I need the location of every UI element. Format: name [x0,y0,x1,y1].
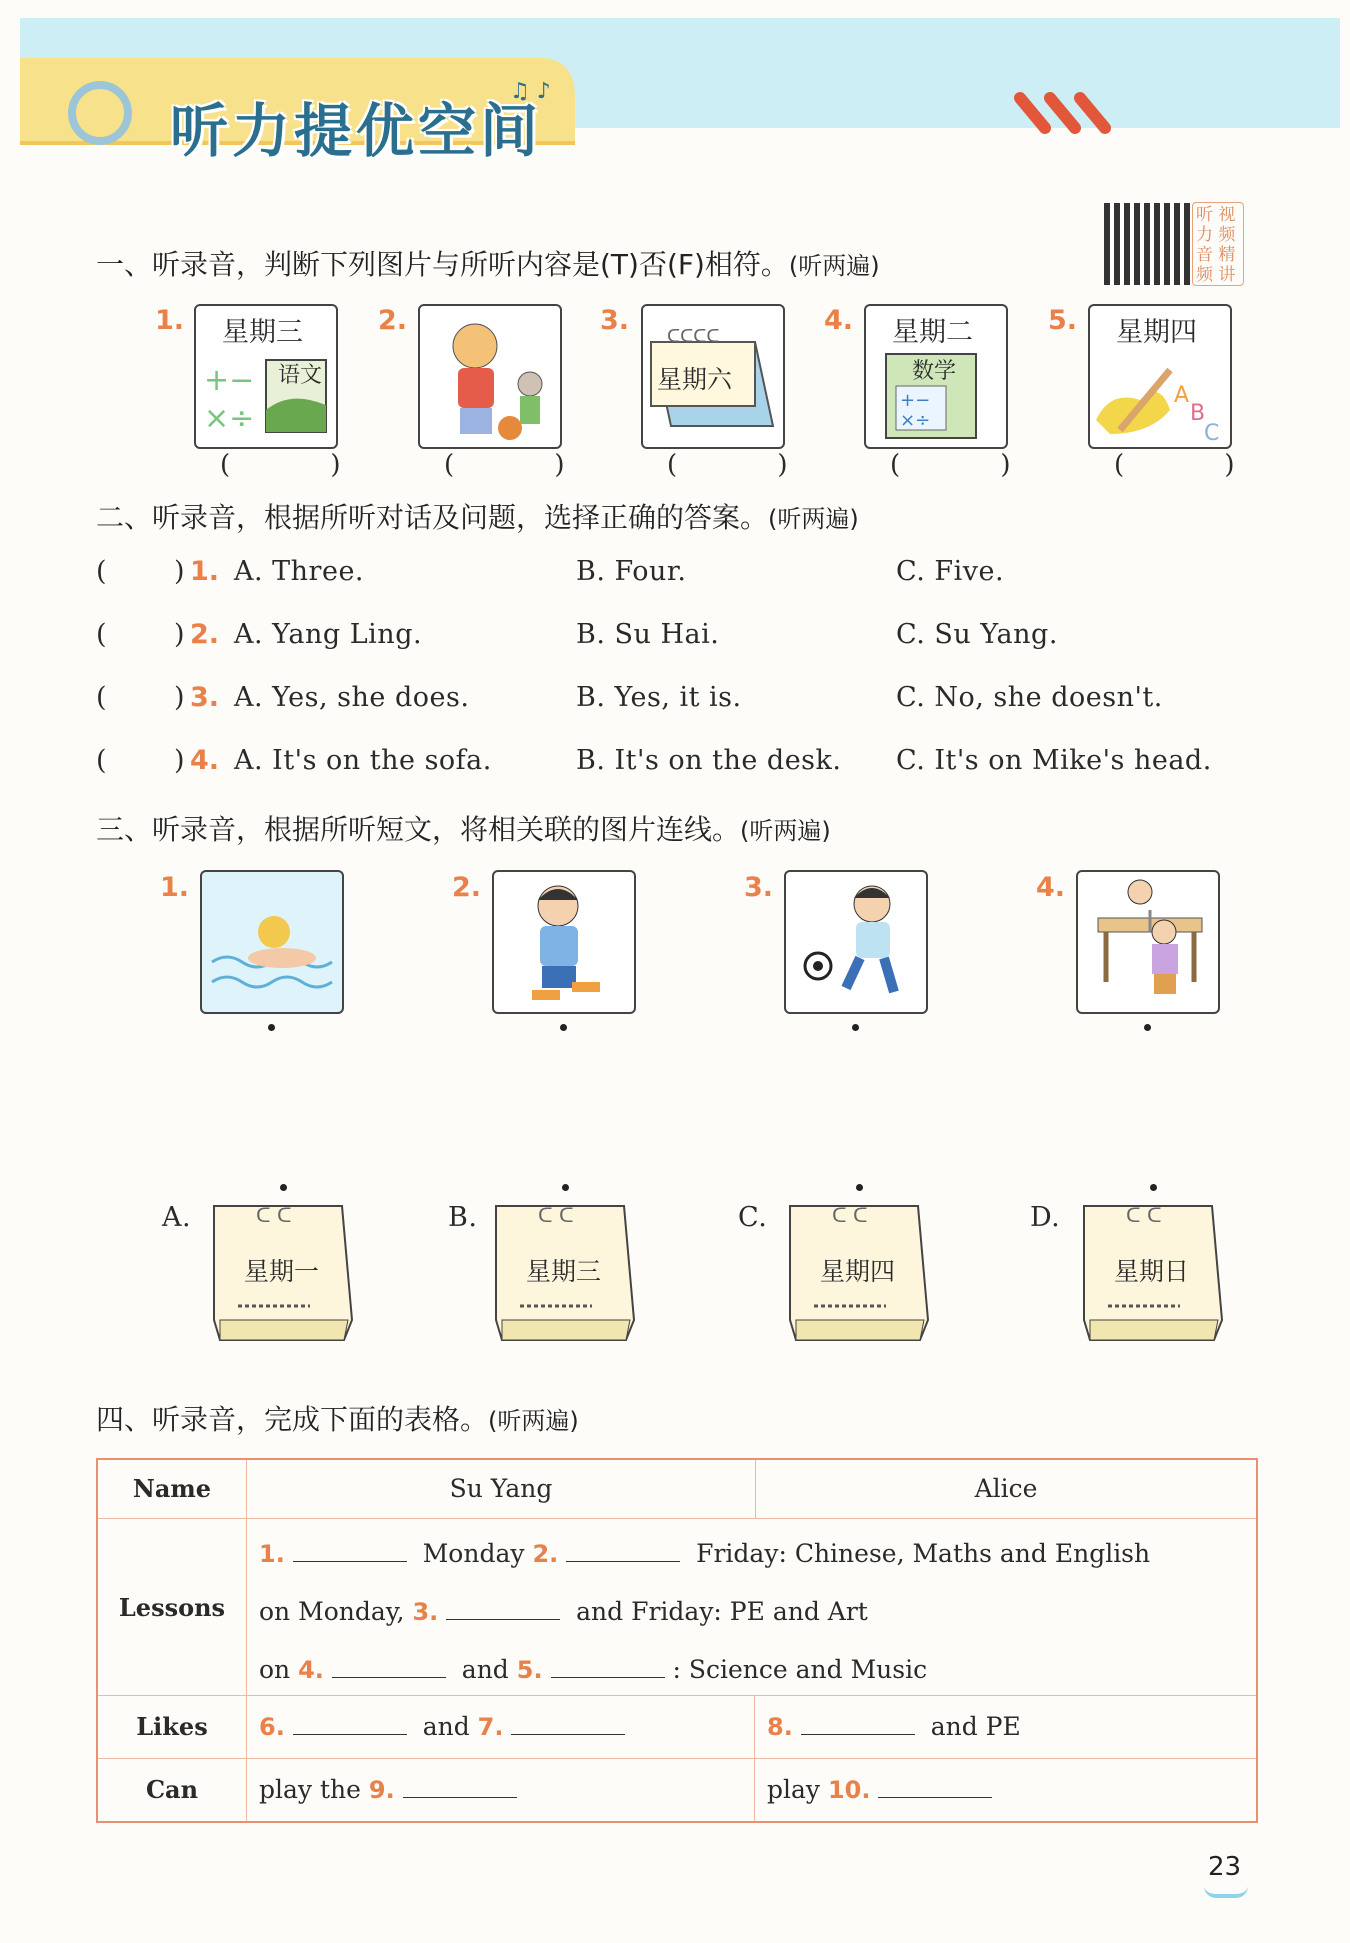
lessons-text: : Science and Music [672,1655,928,1684]
qr-char: 讲 [1218,265,1236,285]
s1-item-num: 4. [824,305,854,336]
s3-calendar-c [786,1200,932,1346]
svg-text:ᑕ ᑕ: ᑕ ᑕ [538,1203,574,1227]
can-text: play [767,1775,821,1804]
lessons-text: and [461,1655,509,1684]
section4-note: (听两遍) [488,1407,579,1435]
answer-blank-3[interactable] [446,1595,560,1620]
s3-match-dot[interactable] [1150,1184,1157,1191]
s3-match-dot[interactable] [562,1184,569,1191]
s2-option-b[interactable]: B. Su Hai. [576,619,720,650]
s2-option-c[interactable]: C. No, she doesn't. [896,682,1163,713]
lessons-cell [247,1519,1256,1695]
answer-blank-7[interactable] [511,1710,625,1735]
can-alice [755,1759,1256,1821]
s1-picture-3 [641,304,785,449]
svg-text:+−: +− [900,390,931,411]
table-tennis-icon [1078,872,1218,1012]
s2-option-a[interactable]: A. Yes, she does. [234,682,470,713]
section2-title [96,496,859,536]
blank-num: 1. [259,1540,285,1568]
svg-text:ᑕ ᑕ: ᑕ ᑕ [256,1203,292,1227]
section1-title [96,243,880,283]
section4-title [96,1398,579,1438]
qr-char: 频 [1196,265,1213,285]
header-title: 听力提优空间 [170,97,543,165]
lessons-text: and Friday: PE and Art [576,1597,868,1626]
s1-item-num: 3. [600,305,630,336]
section2-note: (听两遍) [768,505,859,533]
col-alice: Alice [974,1474,1038,1503]
section3-note: (听两遍) [740,817,831,845]
answer-blank-6[interactable] [293,1710,407,1735]
likes-text: and [422,1712,470,1741]
calendar-day: 星期三 [526,1257,602,1286]
football-boy-icon [786,872,926,1012]
section2-title-text: 二、听录音，根据所听对话及问题，选择正确的答案。 [96,501,769,534]
page-number-decoration [1204,1886,1248,1898]
section1-title-text: 一、听录音，判断下列图片与所听内容是(T)否(F)相符。 [96,248,789,281]
s1-picture-4 [864,304,1008,449]
answer-blank-8[interactable] [801,1710,915,1735]
qr-code[interactable] [1104,203,1190,285]
svg-text:A: A [1174,383,1190,408]
likes-su-yang [247,1696,755,1758]
s1-answer-paren[interactable]: ( ) [1114,450,1281,480]
likes-text: and PE [930,1712,1021,1741]
svg-text:ᑕ ᑕ: ᑕ ᑕ [832,1203,868,1227]
s3-match-dot[interactable] [268,1024,275,1031]
calendar-day: 星期日 [1114,1257,1190,1286]
row-likes: Likes [98,1696,247,1758]
svg-text:+−: +− [204,363,255,398]
info-table [96,1458,1258,1823]
skating-boy-icon [494,872,634,1012]
s2-question-4: ( ) 4. A. It's on the sofa. B. It's on the desk. C. It's on Mike's head. [96,745,1212,776]
s3-calendar-a [210,1200,356,1346]
s2-option-b[interactable]: B. It's on the desk. [576,745,842,776]
col-su-yang: Su Yang [247,1460,756,1518]
s1-day-label: 星期二 [892,317,973,348]
s3-match-dot[interactable] [852,1024,859,1031]
s1-answer-paren[interactable]: ( ) [667,450,834,480]
s1-picture-2 [418,304,562,449]
s3-calendar-d [1080,1200,1226,1346]
blank-num: 2. [532,1540,559,1568]
s3-calendar-letter: C. [738,1202,768,1233]
s3-calendar-b [492,1200,638,1346]
blank-num: 6. [259,1713,285,1741]
s2-question-1: ( ) 1. A. Three. B. Four. C. Five. [96,556,1005,587]
swimming-icon [202,872,342,1012]
s2-option-b[interactable]: B. Four. [576,556,687,587]
answer-blank-9[interactable] [403,1773,517,1798]
s1-item-num: 2. [378,305,408,336]
calendar-day: 星期一 [244,1257,320,1286]
s1-day-label: 星期四 [1116,317,1197,348]
blank-num: 9. [368,1776,395,1804]
svg-text:×÷: ×÷ [204,401,255,436]
svg-text:C: C [1204,421,1220,446]
s3-calendar-letter: B. [448,1202,478,1233]
calendar-day: 星期六 [657,365,733,394]
qr-char: 精 [1218,245,1236,265]
qr-char: 听 [1196,205,1213,225]
qr-char: 音 [1196,245,1213,265]
s2-option-c[interactable]: C. Five. [896,556,1005,587]
s3-calendar-letter: A. [162,1202,192,1233]
answer-blank-4[interactable] [332,1653,446,1678]
section4-title-text: 四、听录音，完成下面的表格。 [96,1403,489,1436]
page-number: 23 [1208,1852,1242,1882]
svg-text:ᑕ ᑕ: ᑕ ᑕ [1126,1203,1162,1227]
answer-blank-5[interactable] [551,1653,665,1678]
section1-note: (听两遍) [788,252,880,280]
s3-calendar-letter: D. [1030,1202,1061,1233]
s1-day-label: 星期三 [222,317,303,348]
s3-picture-table-tennis [1076,870,1220,1014]
lessons-text: Friday: Chinese, Maths and English [696,1539,1151,1568]
s1-answer-paren[interactable]: ( ) [890,450,1057,480]
s2-answer-paren[interactable]: ( [96,619,108,650]
row-can: Can [98,1759,247,1821]
blank-num: 10. [827,1776,871,1804]
s3-picture-num: 1. [160,872,190,903]
answer-blank-10[interactable] [878,1773,992,1798]
paint-brush-icon [1090,350,1230,446]
s2-option-c[interactable]: C. Su Yang. [896,619,1058,650]
s1-answer-paren[interactable]: ( ) [444,450,611,480]
qr-char: 视 [1218,205,1236,225]
svg-text:ᑕᑕᑕᑕ: ᑕᑕᑕᑕ [667,326,720,347]
s3-picture-football [784,870,928,1014]
book-label: 语文 [278,363,323,388]
s3-picture-skating [492,870,636,1014]
s1-picture-1 [194,304,338,449]
can-su-yang [247,1759,755,1821]
blank-num: 4. [298,1656,324,1684]
s2-answer-paren[interactable]: ( [96,682,108,713]
blank-num: 5. [516,1656,543,1684]
s2-answer-paren[interactable]: ( [96,745,108,776]
svg-text:♫ ♪: ♫ ♪ [510,79,551,104]
book-label: 数学 [912,359,957,384]
s2-question-2: ( ) 2. A. Yang Ling. B. Su Hai. C. Su Yang. [96,619,1058,650]
s2-question-num: 1. [190,556,220,587]
lessons-text: Monday [422,1539,525,1568]
s2-question-3: ( ) 3. A. Yes, she does. B. Yes, it is. C. No, she doesn't. [96,682,1163,713]
answer-blank-1[interactable] [293,1537,407,1562]
s1-answer-paren[interactable]: ( ) [220,450,387,480]
section3-title [96,808,831,848]
blank-num: 8. [767,1713,793,1741]
lessons-text: on [259,1655,291,1684]
s3-match-dot[interactable] [280,1184,287,1191]
s1-picture-5 [1088,304,1232,449]
cat-and-mouse-icon [420,306,560,447]
calendar-day: 星期四 [820,1257,896,1286]
svg-text:B: B [1190,401,1206,426]
s3-picture-num: 4. [1036,872,1066,903]
s3-picture-num: 3. [744,872,774,903]
section3-title-text: 三、听录音，根据所听短文，将相关联的图片连线。 [96,813,741,846]
col-name-header: Name [98,1460,247,1518]
qr-caption [1192,202,1244,286]
s2-option-c[interactable]: C. It's on Mike's head. [896,745,1212,776]
s3-picture-swimming [200,870,344,1014]
qr-char: 频 [1218,225,1236,245]
s2-question-num: 4. [190,745,220,776]
s3-match-dot[interactable] [856,1184,863,1191]
lessons-text: on Monday, [259,1597,405,1626]
s1-item-num: 5. [1048,305,1078,336]
s2-question-num: 3. [190,682,220,713]
qr-char: 力 [1196,225,1213,245]
s3-match-dot[interactable] [1144,1024,1151,1031]
s2-option-a[interactable]: A. Three. [234,556,365,587]
s3-picture-num: 2. [452,872,482,903]
svg-text:×÷: ×÷ [900,410,931,431]
likes-alice [755,1696,1256,1758]
s3-match-dot[interactable] [560,1024,567,1031]
s2-option-b[interactable]: B. Yes, it is. [576,682,742,713]
s2-option-a[interactable]: A. Yang Ling. [234,619,423,650]
s2-question-num: 2. [190,619,220,650]
blank-num: 7. [477,1713,504,1741]
s2-option-a[interactable]: A. It's on the sofa. [234,745,492,776]
s1-item-num: 1. [155,305,185,336]
s2-answer-paren[interactable]: ( [96,556,108,587]
row-lessons: Lessons [98,1519,247,1695]
can-text: play the [259,1775,361,1804]
answer-blank-2[interactable] [566,1537,680,1562]
blank-num: 3. [412,1598,439,1626]
